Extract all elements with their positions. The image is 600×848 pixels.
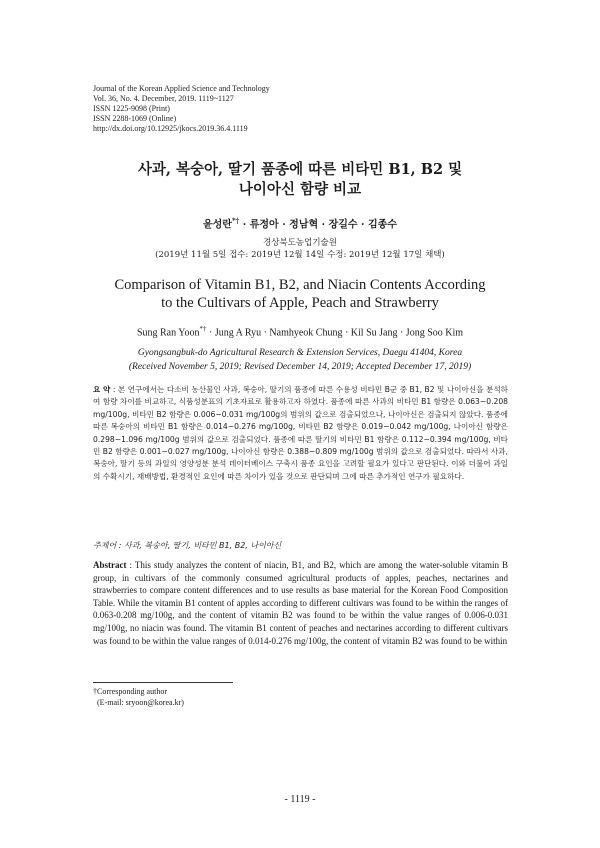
english-first-author: Sung Ran Yoon <box>136 327 200 339</box>
english-dates: (Received November 5, 2019; Revised December 14, 2019; Accepted December 17, 2019) <box>128 362 472 372</box>
korean-affiliation: 경상북도농업기술원 <box>263 238 337 248</box>
korean-first-author: 윤성란 <box>202 219 232 231</box>
doi-link[interactable]: http://dx.doi.org/10.12925/jkocs.2019.36.4.1119 <box>93 124 248 133</box>
korean-title-line1: 사과, 복숭아, 딸기 품종에 따른 비타민 B1, B2 및 <box>137 161 463 178</box>
corresponding-author-label: Corresponding author <box>97 687 167 696</box>
corresponding-email[interactable]: (E-mail: sryoon@korea.kr) <box>97 698 184 707</box>
english-abstract-text: : This study analyzes the content of niacin, B1, and B2, which are among the water-soluble vitamin B group, in cultivars of the commonly consumed agricultural products of apples, peaches, nectarines and strawberries to compare content differences and to use results as base material for the Korean Food Composition Table. While the vitamin B1 content of apples according to different cultivars was found to be within the ranges of 0.063-0.208 mg/100g, and the content of vitamin B2 was found to be within the value ranges of 0.006-0.031 mg/100g, no niacin was found. The vitamin B1 content of peaches and nectarines according to different cultivars was found to be within the value ranges of 0.014-0.276 mg/100g, the content of vitamin B2 was found to be within <box>93 560 508 646</box>
english-author-mark: *† <box>199 325 207 333</box>
english-title-line2: to the Cultivars of Apple, Peach and Strawberry <box>161 295 439 311</box>
dagger-mark: † <box>93 687 97 696</box>
journal-name: Journal of the Korean Applied Science and Technology <box>93 84 270 93</box>
journal-info <box>93 84 513 134</box>
footnote <box>93 686 393 708</box>
korean-keywords: 주제어 : 사과, 복숭아, 딸기, 비타민 B1, B2, 나이아신 <box>93 541 282 550</box>
korean-authors <box>60 214 540 232</box>
english-authors <box>40 322 560 340</box>
corresponding-author-note <box>93 686 393 697</box>
english-abstract <box>93 559 508 647</box>
korean-author-mark: *† <box>231 216 240 225</box>
korean-abstract-label: 요 약 <box>93 385 111 394</box>
issn-print: ISSN 1225-9098 (Print) <box>93 104 170 113</box>
english-other-authors: · Jung A Ryu · Namhyeok Chung · Kil Su Jang · Jong Soo Kim <box>206 327 464 339</box>
issn-online: ISSN 2288-1069 (Online) <box>93 114 177 123</box>
footnote-divider <box>93 682 233 683</box>
english-title-line1: Comparison of Vitamin B1, B2, and Niacin Contents According <box>114 277 486 293</box>
journal-volume: Vol. 36, No. 4. December, 2019. 1119~1127 <box>93 94 234 103</box>
korean-abstract <box>93 384 508 483</box>
korean-dates: (2019년 11월 5일 접수: 2019년 12월 14일 수정: 2019년 12월 17일 채택) <box>155 250 445 260</box>
korean-abstract-text: : 본 연구에서는 다소비 농산물인 사과, 복숭아, 딸기의 품종에 따른 수용성 비타민 B군 중 B1, B2 및 나이아신을 분석하여 함량 차이를 비교하고, 식품성분표의 기초자료로 활용하고자 하였다. 품종에 따른 사과의 비타민 B1 함량은 0.063~0.208 mg/100g, 비타민 B2 함량은 0.006~0.031 mg/100g의 범위의 값으로 검출되었으나, 나이아신은 검출되지 않았다. 품종에 따른 복숭아의 비타민 B1 함량은 0.014~0.276 mg/100g, 비타민 B2 함량은 0.019~0.042 mg/100g, 나이아신 함량은 0.298~1.096 mg/100g 범위의 값으로 검출되었다. 품종에 따른 딸기의 비타민 B1 함량은 0.112~0.394 mg/100g, 비타민 B2 함량은 0.001~0.027 mg/100g, 나이아신 함량은 0.388~0.809 mg/100g 범위의 값으로 검출되었다. 따라서 사과, 복숭아, 딸기 등의 과일의 영양성분 분석 데이터베이스 구축시 품종 요인을 고려할 필요가 있다고 판단된다. 이와 더불어 과일의 수확시기, 재배방법, 환경적인 요인에 따른 차이가 있을 것으로 판단되며 그에 따른 추가적인 연구가 필요하다. <box>93 385 508 481</box>
english-affiliation: Gyongsangbuk-do Agricultural Research & Extension Services, Daegu 41404, Korea <box>137 348 463 358</box>
korean-other-authors: · 류정아 · 정남혁 · 장길수 · 김종수 <box>239 219 397 231</box>
english-abstract-label: Abstract <box>93 560 127 570</box>
korean-title-line2: 나이아신 함량 비교 <box>238 181 362 198</box>
page-number: - 1119 - <box>284 794 316 805</box>
